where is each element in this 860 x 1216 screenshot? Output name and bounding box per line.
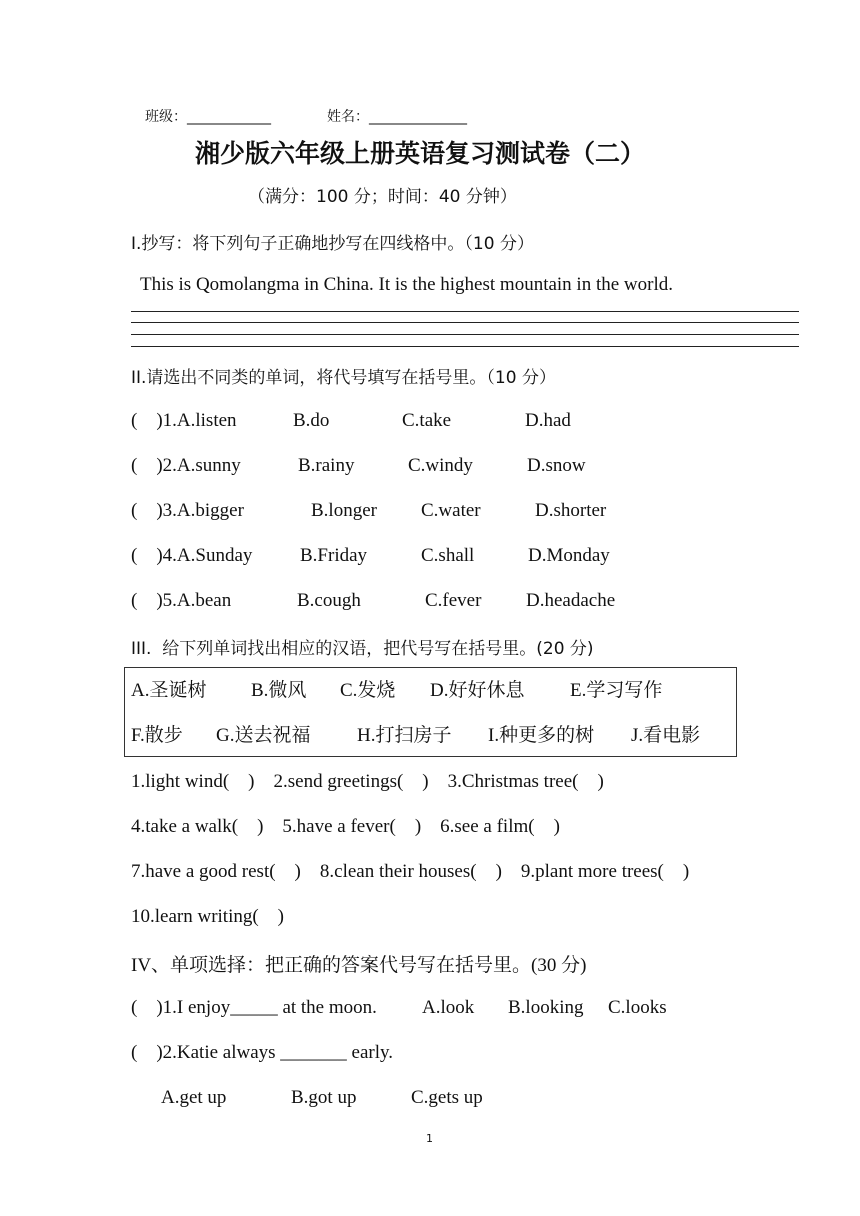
question-stem: ( )1.I enjoy_____ at the moon. [131,997,377,1018]
vocab-option: G.送去祝福 [216,725,311,746]
copy-sentence: This is Qomolangma in China. It is the highest mountain in the world. [140,274,674,295]
vocab-option: J.看电影 [631,725,701,746]
option-a: A.get up [161,1087,227,1108]
page-number: 1 [426,1132,433,1145]
vocab-option: I.种更多的树 [488,725,595,746]
question-number: ( )4.A.Sunday [131,545,253,566]
option-c: C.take [402,410,452,431]
grid-line [131,311,799,312]
option-c: C.looks [608,997,667,1018]
question-stem: ( )2.Katie always _______ early. [131,1042,394,1063]
option-b: B.Friday [300,545,368,566]
option-b: B.looking [508,997,584,1018]
option-d: D.headache [526,590,616,611]
option-d: D.had [525,410,571,431]
section2-heading: II.请选出不同类的单词，将代号填写在括号里。（10 分） [131,368,556,388]
option-c: C.gets up [411,1087,483,1108]
page-title: 湘少版六年级上册英语复习测试卷（二） [195,141,646,168]
option-d: D.Monday [528,545,610,566]
option-d: D.snow [527,455,586,476]
matching-items-row: 1.light wind( ) 2.send greetings( ) 3.Christmas tree( ) [131,771,604,792]
question-number: ( )5.A.bean [131,590,232,611]
option-c: C.fever [425,590,482,611]
section4-heading: IV、单项选择：把正确的答案代号写在括号里。(30 分) [131,955,587,976]
option-b: B.cough [297,590,361,611]
section3-heading: III. 给下列单词找出相应的汉语，把代号写在括号里。(20 分) [131,639,594,659]
matching-items-row: 4.take a walk( ) 5.have a fever( ) 6.see a film( ) [131,816,560,837]
vocab-option: F.散步 [131,725,183,746]
vocab-option: D.好好休息 [430,680,525,701]
option-b: B.got up [291,1087,357,1108]
option-b: B.rainy [298,455,355,476]
matching-items-row: 7.have a good rest( ) 8.clean their houses( ) 9.plant more trees( ) [131,861,690,882]
vocab-option: B.微风 [251,680,307,701]
matching-items-row: 10.learn writing( ) [131,906,285,927]
option-c: C.water [421,500,481,521]
option-b: B.longer [311,500,377,521]
section1-heading: I.抄写：将下列句子正确地抄写在四线格中。（10 分） [131,234,534,254]
question-number: ( )1.A.listen [131,410,237,431]
option-b: B.do [293,410,330,431]
option-c: C.windy [408,455,473,476]
name-field-label: 姓名：______________ [327,109,467,125]
option-d: D.shorter [535,500,607,521]
grid-line [131,322,799,323]
option-a: A.look [422,997,475,1018]
vocab-option: H.打扫房子 [357,725,452,746]
option-c: C.shall [421,545,475,566]
question-number: ( )2.A.sunny [131,455,241,476]
vocab-option: A.圣诞树 [131,680,207,701]
grid-line [131,334,799,335]
question-number: ( )3.A.bigger [131,500,244,521]
grid-line [131,346,799,347]
class-field-label: 班级：____________ [145,109,271,125]
vocab-option: C.发烧 [340,680,396,701]
vocab-option: E.学习写作 [570,680,663,701]
page-subtitle: （满分：100 分；时间：40 分钟） [248,187,517,207]
